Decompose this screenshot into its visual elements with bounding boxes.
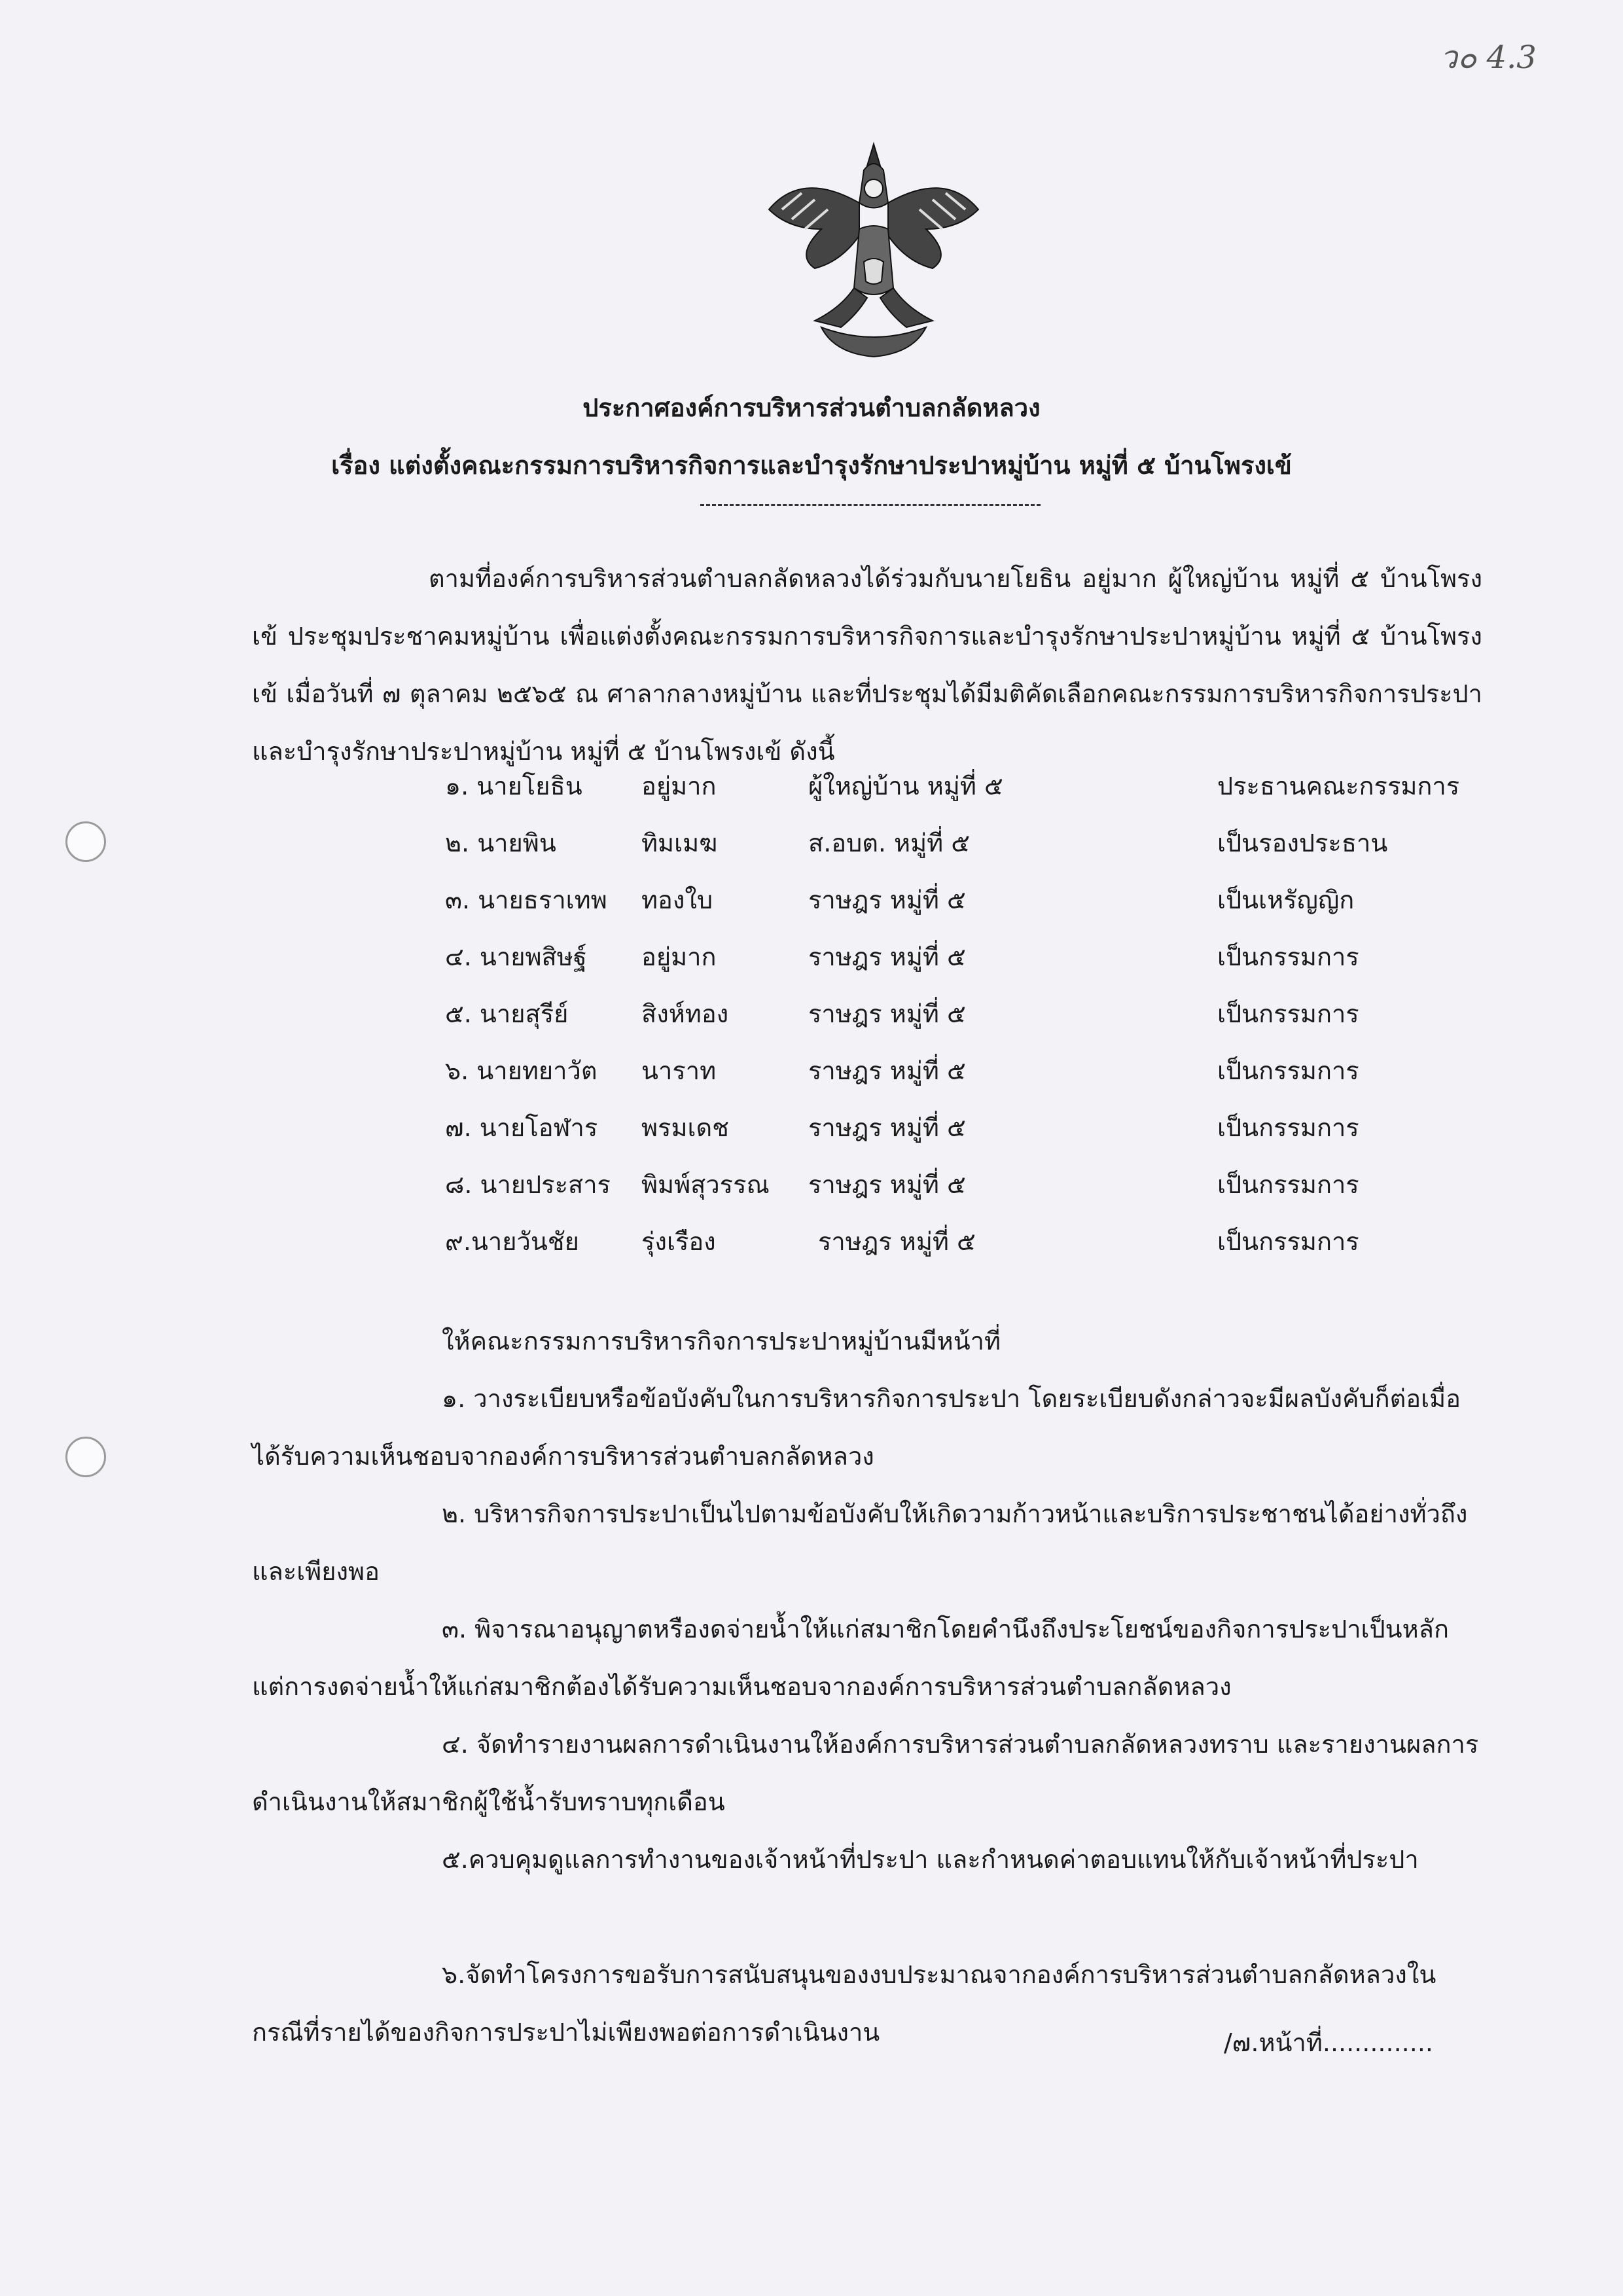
- member-role: เป็นกรรมการ: [1217, 1056, 1359, 1085]
- member-name: ๗. นายโอฬาร: [445, 1113, 598, 1142]
- member-role: เป็นเหรัญญิก: [1217, 886, 1355, 914]
- committee-row: [445, 880, 1492, 937]
- duty-item: [252, 1485, 1482, 1600]
- member-role: เป็นกรรมการ: [1217, 1170, 1359, 1199]
- duties-heading: [252, 1312, 1482, 1370]
- member-surname: สิงห์ทอง: [641, 999, 729, 1028]
- member-name: ๘. นายประสาร: [445, 1170, 611, 1199]
- member-surname: ทองใบ: [641, 886, 713, 914]
- corner-handwritten-note: ว๐ 4.3: [1440, 39, 1537, 76]
- duty-text: ๕.ควบคุมดูแลการทำงานของเจ้าหน้าที่ประปา และกำหนดค่าตอบแทนให้กับเจ้าหน้าที่ประปา: [442, 1845, 1419, 1874]
- duty-text: ๖.จัดทำโครงการขอรับการสนับสนุนของงบประมาณจากองค์การบริหารส่วนตำบลกลัดหลวงในกรณีที่รายได้ของกิจการประปาไม่เพียงพอต่อการดำเนินงาน: [252, 1960, 1436, 2047]
- duty-item: [252, 1715, 1482, 1831]
- committee-row: [445, 1107, 1492, 1164]
- intro-text: ตามที่องค์การบริหารส่วนตำบลกลัดหลวงได้ร่วมกับนายโยธิน อยู่มาก ผู้ใหญ่บ้าน หมู่ที่ ๕ บ้านโพรงเข้ ประชุมประชาคมหมู่บ้าน เพื่อแต่งตั้งคณะกรรมการบริหารกิจการและบำรุงรักษาประปาหมู่บ้าน หมู่ที่ ๕ บ้านโพรงเข้ เมื่อวันที่ ๗ ตุลาคม ๒๕๖๕ ณ ศาลากลางหมู่บ้าน และที่ประชุมได้มีมติคัดเลือกคณะกรรมการบริหารกิจการประปาและบำรุงรักษาประปาหมู่บ้าน หมู่ที่ ๕ บ้านโพรงเข้ ดังนี้: [252, 564, 1482, 766]
- announcement-subject: เรื่อง แต่งตั้งคณะกรรมการบริหารกิจการและบำรุงรักษาประปาหมู่บ้าน หมู่ที่ ๕ บ้านโพรงเข้: [331, 451, 1292, 480]
- duty-text: ๓. พิจารณาอนุญาตหรืองดจ่ายน้ำให้แก่สมาชิกโดยคำนึงถึงประโยชน์ของกิจการประปาเป็นหลัก แต่การงดจ่ายน้ำให้แก่สมาชิกต้องได้รับความเห็นชอบจากองค์การบริหารส่วนตำบลกลัดหลวง: [252, 1615, 1449, 1701]
- duty-text: ๒. บริหารกิจการประปาเป็นไปตามข้อบังคับให้เกิดวามก้าวหน้าและบริการประชาชนได้อย่างทั่วถึงและเพียงพอ: [252, 1499, 1468, 1586]
- duty-text: ๔. จัดทำรายงานผลการดำเนินงานให้องค์การบริหารส่วนตำบลกลัดหลวงทราบ และรายงานผลการดำเนินงานให้สมาชิกผู้ใช้น้ำรับทราบทุกเดือน: [252, 1730, 1479, 1816]
- member-surname: พิมพ์สุวรรณ: [641, 1170, 770, 1199]
- committee-row: [445, 994, 1492, 1050]
- member-surname: อยู่มาก: [641, 942, 717, 971]
- member-surname: พรมเดช: [641, 1113, 729, 1142]
- member-name: ๑. นายโยธิน: [445, 772, 582, 800]
- member-name: ๔. นายพสิษฐ์: [445, 942, 587, 971]
- title-divider: [700, 504, 1041, 506]
- member-role: ประธานคณะกรรมการ: [1217, 772, 1460, 800]
- member-role: เป็นรองประธาน: [1217, 829, 1388, 857]
- continuation-marker: /๗.หน้าที่..............: [1224, 2028, 1433, 2057]
- member-surname: ทิมเมฆ: [641, 829, 718, 857]
- member-role: เป็นกรรมการ: [1217, 999, 1359, 1028]
- committee-list: [445, 766, 1492, 1278]
- punch-hole-bottom: [65, 1437, 106, 1477]
- committee-row: [445, 1221, 1492, 1278]
- member-position: ผู้ใหญ่บ้าน หมู่ที่ ๕: [808, 772, 1003, 800]
- committee-row: [445, 937, 1492, 994]
- member-surname: รุ่งเรือง: [641, 1227, 716, 1256]
- duty-item: [252, 1600, 1482, 1715]
- member-name: ๒. นายพิน: [445, 829, 556, 857]
- member-position: ส.อบต. หมู่ที่ ๕: [808, 829, 971, 857]
- member-position: ราษฎร หมู่ที่ ๕: [808, 1056, 966, 1085]
- duty-item: [252, 1370, 1482, 1485]
- duties-heading-text: ให้คณะกรรมการบริหารกิจการประปาหมู่บ้านมีหน้าที่: [442, 1327, 1001, 1355]
- member-name: ๖. นายทยาวัต: [445, 1056, 597, 1085]
- member-position: ราษฎร หมู่ที่ ๕: [808, 1113, 966, 1142]
- member-surname: อยู่มาก: [641, 772, 717, 800]
- member-name: ๙.นายวันชัย: [445, 1227, 579, 1256]
- member-position: ราษฎร หมู่ที่ ๕: [818, 1227, 976, 1256]
- member-name: ๓. นายธราเทพ: [445, 886, 607, 914]
- member-role: เป็นกรรมการ: [1217, 1227, 1359, 1256]
- intro-paragraph: [252, 550, 1482, 780]
- member-name: ๕. นายสุรีย์: [445, 999, 569, 1028]
- member-position: ราษฎร หมู่ที่ ๕: [808, 942, 966, 971]
- member-surname: นาราท: [641, 1056, 717, 1085]
- punch-hole-top: [65, 821, 106, 862]
- member-role: เป็นกรรมการ: [1217, 942, 1359, 971]
- member-position: ราษฎร หมู่ที่ ๕: [808, 1170, 966, 1199]
- member-position: ราษฎร หมู่ที่ ๕: [808, 999, 966, 1028]
- committee-row: [445, 766, 1492, 823]
- committee-row: [445, 823, 1492, 880]
- committee-row: [445, 1164, 1492, 1221]
- member-position: ราษฎร หมู่ที่ ๕: [808, 886, 966, 914]
- garuda-emblem-icon: [743, 131, 1005, 373]
- member-role: เป็นกรรมการ: [1217, 1113, 1359, 1142]
- announcement-title: ประกาศองค์การบริหารส่วนตำบลกลัดหลวง: [582, 393, 1041, 422]
- duty-text: ๑. วางระเบียบหรือข้อบังคับในการบริหารกิจการประปา โดยระเบียบดังกล่าวจะมีผลบังคับก็ต่อเมื่อได้รับความเห็นชอบจากองค์การบริหารส่วนตำบลกลัดหลวง: [252, 1384, 1461, 1471]
- committee-row: [445, 1050, 1492, 1107]
- duty-item: [252, 1831, 1482, 1888]
